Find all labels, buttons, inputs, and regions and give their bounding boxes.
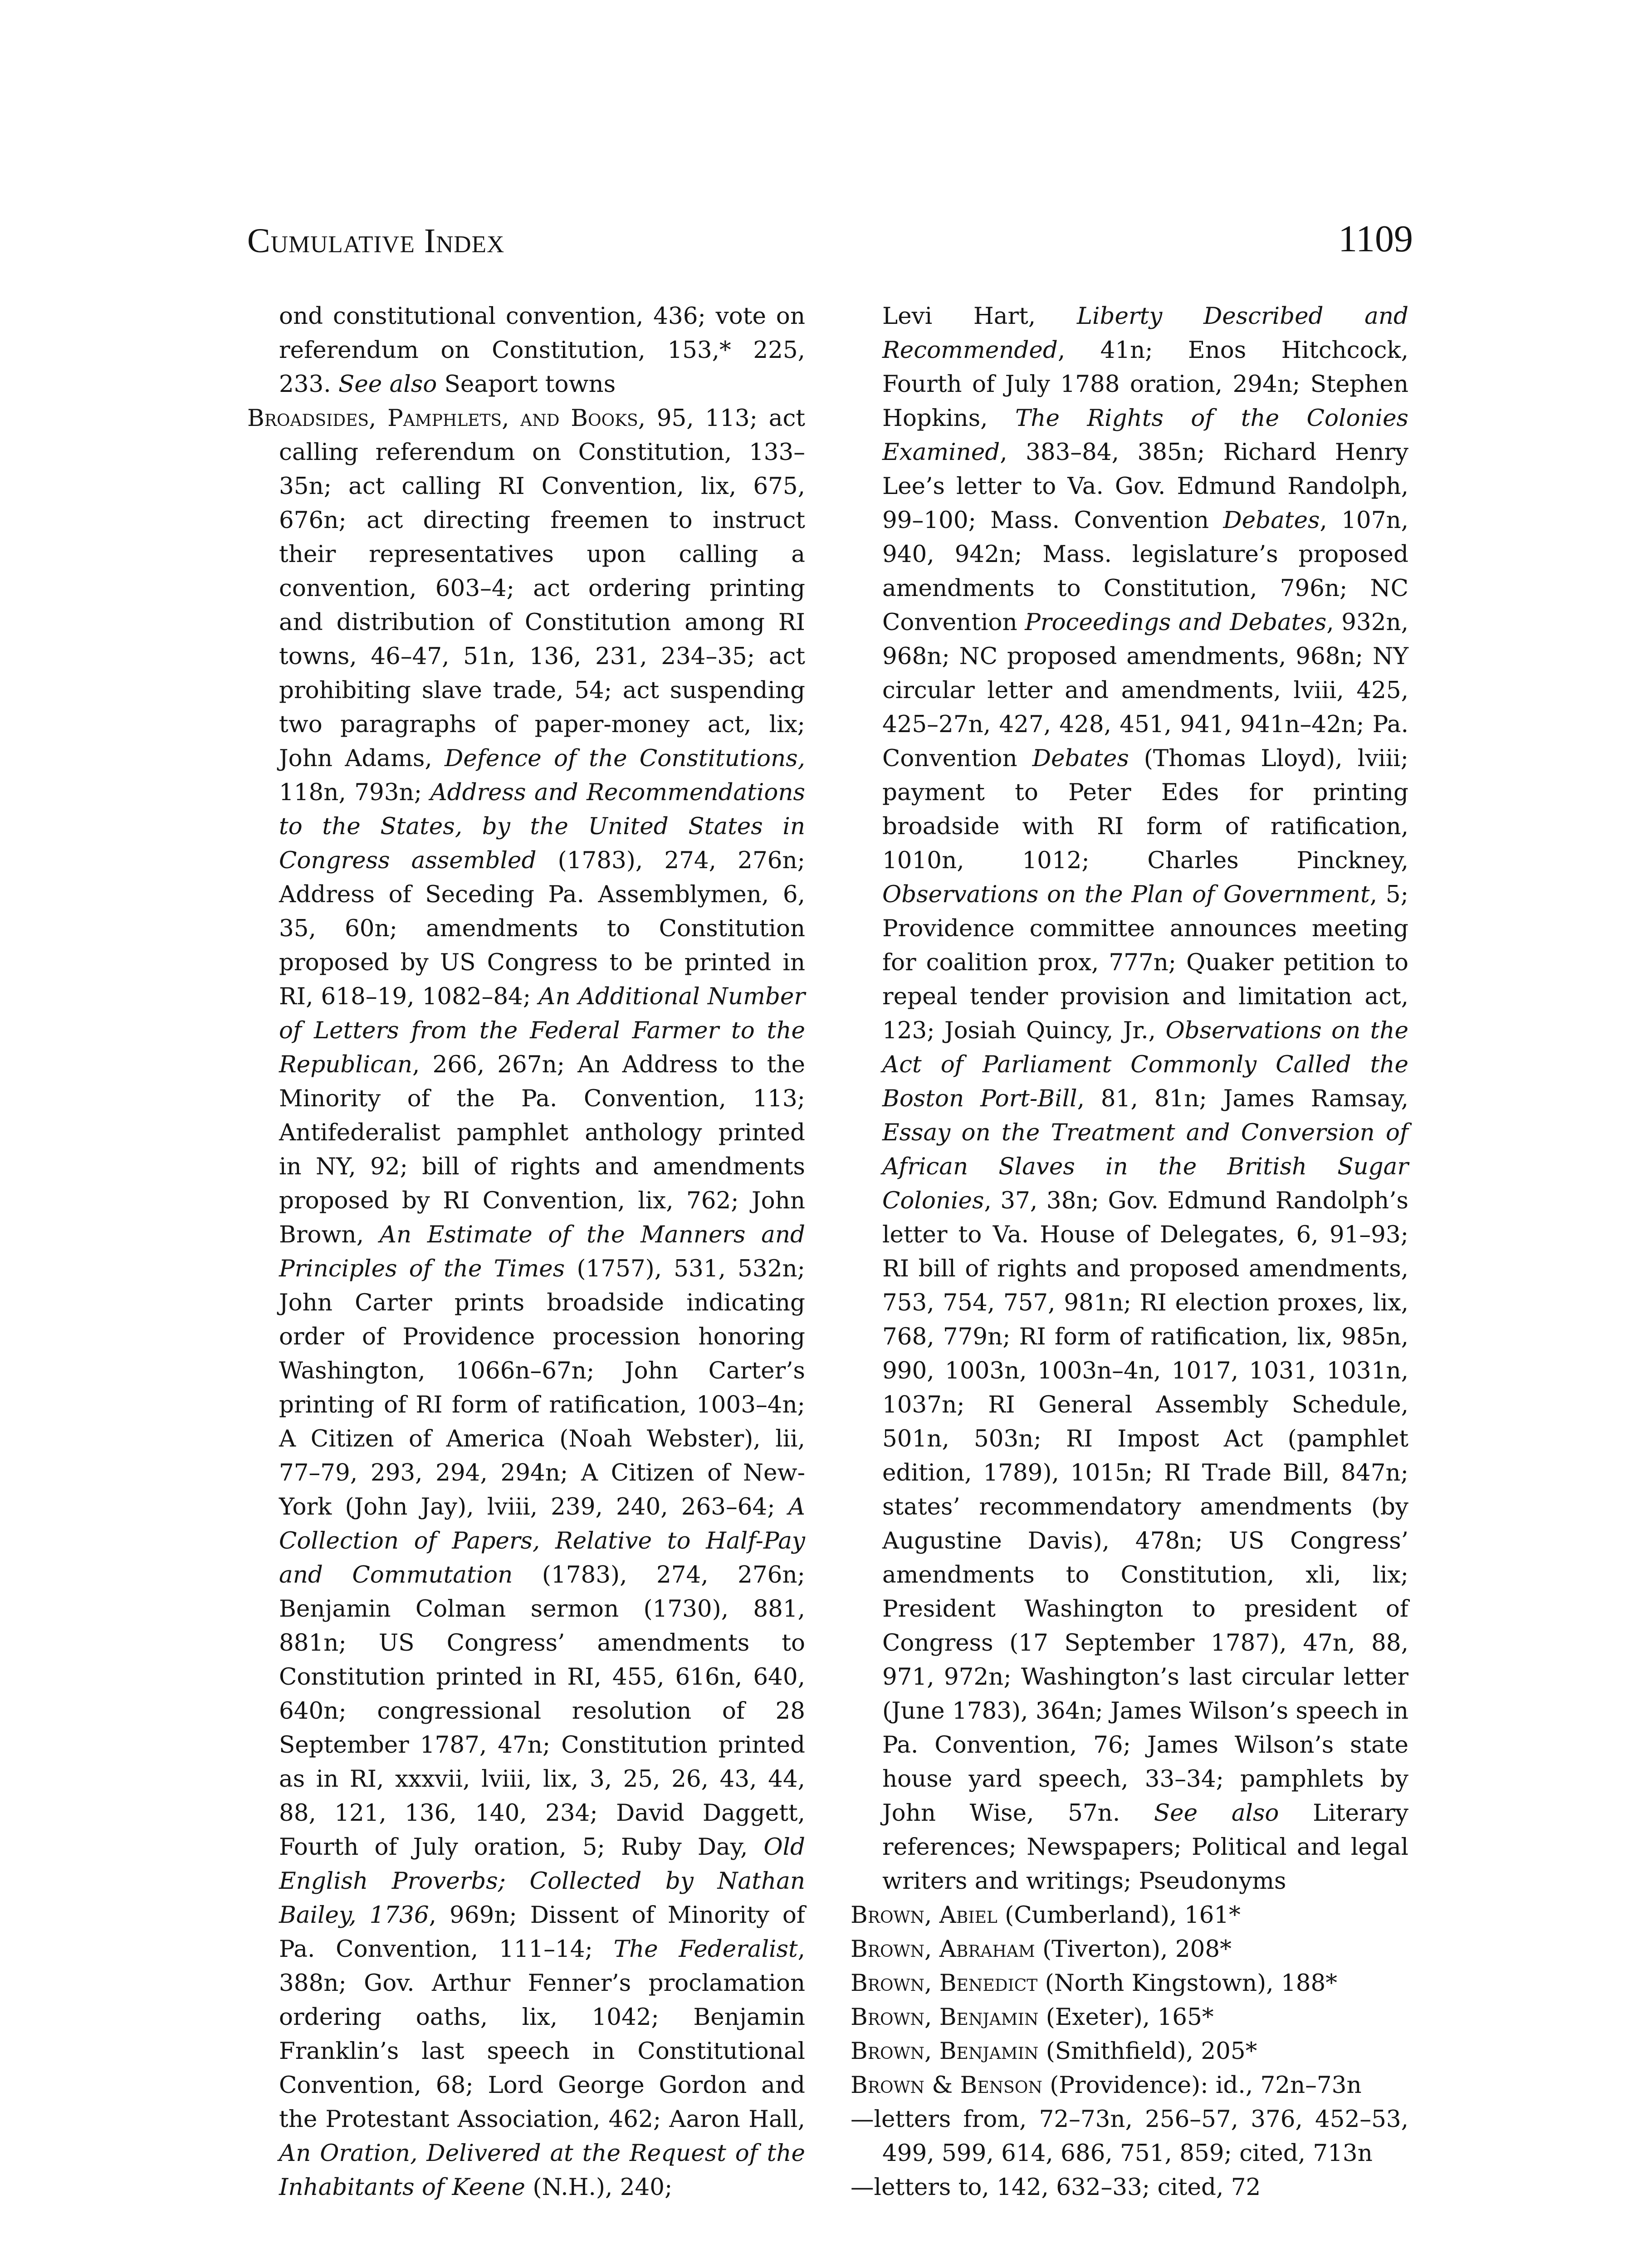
- entry-title: An Estimate of the Manners and Principles of the Times: [279, 1221, 805, 1282]
- page-number: 1109: [1338, 218, 1413, 260]
- entry-title: Address and Recommendations to the States, by the United States in Congress assembled: [279, 779, 805, 874]
- entry-title: The Federalist: [613, 1936, 798, 1963]
- entry-title: A Collection of Papers, Relative to Half-Pay and Commutation: [279, 1493, 805, 1589]
- right-column: [851, 299, 1408, 2204]
- see-also-label: See also: [1154, 1799, 1279, 1827]
- entry-text: , 932n, 968n; NC proposed amendments, 968n; NY circular letter and amendments, lviii, 425, 425–27n, 427, 428, 451, 941, 941n–42n; Pa. Convention: [882, 609, 1408, 772]
- see-also-label: See also: [338, 371, 437, 398]
- index-entry-brown-abraham: [851, 1932, 1408, 1966]
- entry-title: Observations on the Act of Parliament Commonly Called the Boston Port-Bill: [882, 1017, 1408, 1112]
- entry-text: , 969n; Dissent of Minority of Pa. Convention, 111–14;: [279, 1901, 805, 1963]
- page-header: [247, 213, 1413, 277]
- entry-title: Liberty Described and Recommended: [882, 303, 1408, 364]
- entry-text: 118n, 793n;: [279, 779, 430, 806]
- entry-text: (1783), 274, 276n; Benjamin Colman sermon (1730), 881, 881n; US Congress’ amendments to Constitution printed in RI, 455, 616n, 640, 640n; congressional resolution of 28 September 1787, 47n; Constitution printed as in RI, xxxvii, lviii, lix, 3, 25, 26, 43, 44, 88, 121, 136, 140, 234; David Daggett, Fourth of July oration, 5; Ruby Day,: [279, 1561, 805, 1861]
- entry-title: Observations on the Plan of Government: [882, 881, 1370, 908]
- entry-text: ond constitutional convention, 436; vote on referendum on Constitution, 153,* 225, 233.: [279, 303, 805, 398]
- index-entry-brown-benson: [851, 2068, 1408, 2102]
- entry-heading: Brown, Benedict: [851, 1970, 1038, 1997]
- entry-text: (Providence): id., 72n–73n: [1042, 2072, 1362, 2099]
- entry-heading: Broadsides, Pamphlets, and Books: [247, 405, 638, 432]
- index-entry-brown-benedict: [851, 1966, 1408, 2000]
- entry-text: (1783), 274, 276n; Address of Seceding Pa. Assemblymen, 6, 35, 60n; amendments to Constitution proposed by US Congress to be printed in RI, 618–19, 1082–84;: [279, 847, 805, 1010]
- entry-text: , 107n, 940, 942n; Mass. legislature’s proposed amendments to Constitution, 796n; NC Convention: [882, 507, 1408, 636]
- entry-heading: Brown, Benjamin: [851, 2038, 1039, 2065]
- entry-heading: Brown & Benson: [851, 2072, 1042, 2099]
- entry-title: Debates: [1223, 507, 1320, 534]
- index-entry-continuation: [247, 299, 805, 401]
- entry-title: Defence of the Constitutions,: [444, 745, 805, 772]
- entry-title: An Additional Number of Letters from the Federal Farmer to the Republican: [279, 983, 805, 1078]
- entry-text: , 81, 81n; James Ramsay,: [1077, 1085, 1408, 1112]
- entry-text: , 266, 267n; An Address to the Minority of the Pa. Convention, 113; Antifederalist pamphlet anthology printed in NY, 92; bill of rights and amendments proposed by RI Convention, lix, 762; John Brown,: [279, 1051, 805, 1248]
- entry-text: (Tiverton), 208*: [1035, 1936, 1232, 1963]
- index-entry-brown-benjamin-exeter: [851, 2000, 1408, 2034]
- index-entry-brown-benjamin-smithfield: [851, 2034, 1408, 2068]
- entry-title: Proceedings and Debates: [1025, 609, 1327, 636]
- entry-title: Old English Proverbs; Collected by Nathan Bailey, 1736: [279, 1833, 805, 1929]
- entry-text: (Cumberland), 161*: [997, 1901, 1241, 1929]
- entry-heading: Brown, Abiel: [851, 1901, 997, 1929]
- index-entry-broadsides-continued: [851, 299, 1408, 1898]
- entry-title: The Rights of the Colonies Examined: [882, 405, 1408, 466]
- entry-text: (North Kingstown), 188*: [1037, 1970, 1337, 1997]
- entry-heading: Brown, Benjamin: [851, 2004, 1039, 2031]
- entry-text: (Thomas Lloyd), lviii; payment to Peter Edes for printing broadside with RI form of ratification, 1010n, 1012; Charles Pinckney,: [882, 745, 1408, 874]
- entry-text: (N.H.), 240;: [525, 2174, 673, 2201]
- entry-heading: Brown, Abraham: [851, 1936, 1035, 1963]
- see-also-target: Seaport towns: [437, 371, 616, 398]
- entry-text: , 383–84, 385n; Richard Henry Lee’s letter to Va. Gov. Edmund Randolph, 99–100; Mass. Convention: [882, 439, 1408, 534]
- left-column: [247, 299, 805, 2204]
- entry-text: (Exeter), 165*: [1038, 2004, 1214, 2031]
- running-head: Cumulative Index: [247, 222, 505, 260]
- entry-text: , 95, 113; act calling referendum on Constitution, 133–35n; act calling RI Convention, lix, 675, 676n; act directing freemen to instruct their representatives upon calling a convention, 603–4; act ordering printing and distribution of Constitution among RI towns, 46–47, 51n, 136, 231, 234–35; act prohibiting slave trade, 54; act suspending two paragraphs of paper-money act, lix; John Adams,: [279, 405, 805, 772]
- entry-text: , 5; Providence committee announces meeting for coalition prox, 777n; Quaker petition to repeal tender provision and limitation act, 123; Josiah Quincy, Jr.,: [882, 881, 1409, 1044]
- entry-text: (1757), 531, 532n; John Carter prints broadside indicating order of Providence procession honoring Washington, 1066n–67n; John Carter’s printing of RI form of ratification, 1003–4n; A Citizen of America (Noah Webster), lii, 77–79, 293, 294, 294n; A Citizen of New-York (John Jay), lviii, 239, 240, 263–64;: [279, 1255, 805, 1520]
- entry-title: An Oration, Delivered at the Request of the Inhabitants of Keene: [279, 2140, 805, 2201]
- entry-text: (Smithfield), 205*: [1038, 2038, 1257, 2065]
- entry-text: , 388n; Gov. Arthur Fenner’s proclamation ordering oaths, lix, 1042; Benjamin Franklin’s last speech in Constitutional Convention, 68; Lord George Gordon and the Protestant Association, 462; Aaron Hall,: [279, 1936, 806, 2133]
- entry-text: , 41n; Enos Hitchcock, Fourth of July 1788 oration, 294n; Stephen Hopkins,: [882, 337, 1408, 432]
- entry-text: , 37, 38n; Gov. Edmund Randolph’s letter to Va. House of Delegates, 6, 91–93; RI bill of rights and proposed amendments, 753, 754, 757, 981n; RI election proxes, lix, 768, 779n; RI form of ratification, lix, 985n, 990, 1003n, 1003n–4n, 1017, 1031, 1031n, 1037n; RI General Assembly Schedule, 501n, 503n; RI Impost Act (pamphlet edition, 1789), 1015n; RI Trade Bill, 847n; states’ recommendatory amendments (by Augustine Davis), 478n; US Congress’ amendments to Constitution, xli, lix; President Washington to president of Congress (17 September 1787), 47n, 88, 971, 972n; Washington’s last circular letter (June 1783), 364n; James Wilson’s speech in Pa. Convention, 76; James Wilson’s state house yard speech, 33–34; pamphlets by John Wise, 57n.: [882, 1187, 1408, 1827]
- entry-text: Levi Hart,: [882, 303, 1077, 330]
- index-subentry-letters-to: —letters to, 142, 632–33; cited, 72: [851, 2174, 1261, 2201]
- index-entry-broadsides: [247, 401, 805, 2204]
- entry-title: Essay on the Treatment and Conversion of African Slaves in the British Sugar Colonies: [882, 1119, 1408, 1214]
- index-subentry-letters-from: —letters from, 72–73n, 256–57, 376, 452–53, 499, 599, 614, 686, 751, 859; cited, 713n: [851, 2106, 1408, 2167]
- see-also-target: Literary references; Newspapers; Political and legal writers and writings; Pseudonyms: [882, 1799, 1409, 1895]
- index-entry-brown-abiel: [851, 1898, 1408, 1932]
- entry-title: Debates: [1032, 745, 1129, 772]
